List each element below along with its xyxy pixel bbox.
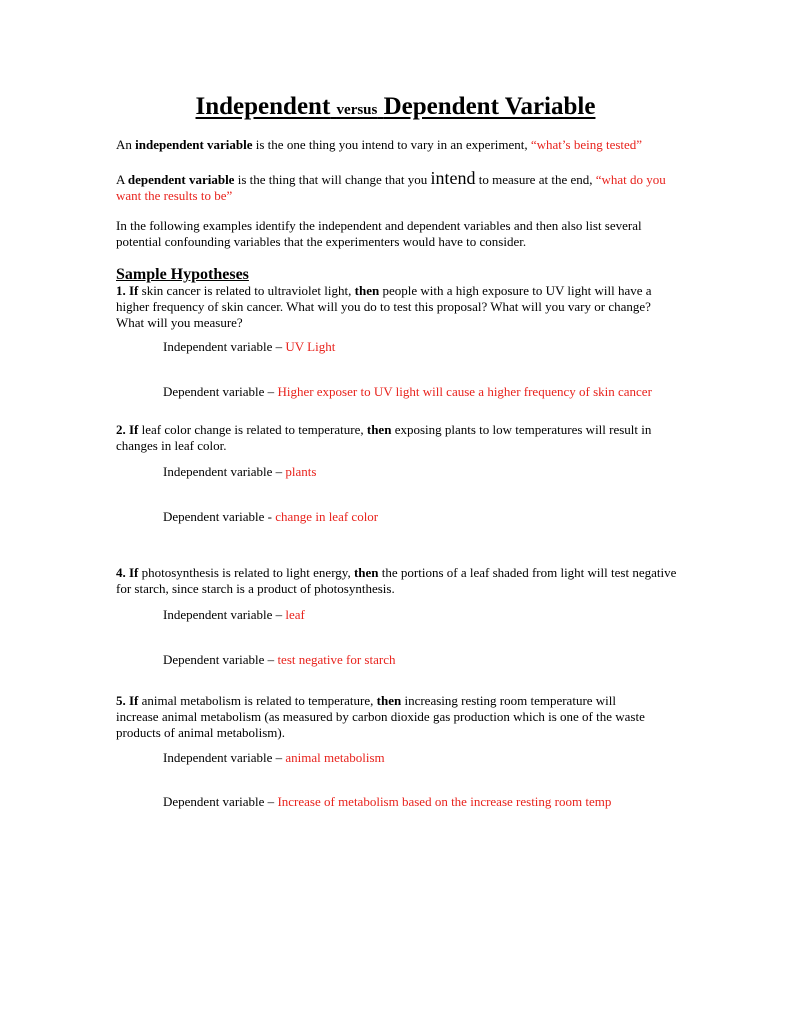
dependent-answer: change in leaf color: [275, 509, 379, 524]
hypothesis-text: skin cancer is related to ultraviolet light,: [138, 283, 355, 298]
dependent-answer: Increase of metabolism based on the increase resting room temp: [277, 794, 612, 809]
hypothesis-1-independent: [163, 339, 723, 355]
hypothesis-then: then: [376, 693, 402, 708]
dependent-definition-post: to measure at the end,: [475, 172, 596, 187]
hypothesis-then: then: [353, 565, 379, 580]
hypothesis-5-independent: [163, 750, 723, 766]
hypothesis-text: exposing plants to low temperatures will result in changes in leaf color.: [116, 422, 652, 453]
dependent-label: Dependent variable –: [163, 652, 278, 667]
independent-variable-term: independent variable: [135, 137, 253, 152]
dependent-definition-pre: A: [116, 172, 128, 187]
independent-label: Independent variable –: [163, 750, 286, 765]
hypothesis-4-independent: [163, 607, 723, 623]
independent-definition-text: is the one thing you intend to vary in an experiment,: [252, 137, 531, 152]
independent-label: Independent variable –: [163, 464, 286, 479]
independent-answer: animal metabolism: [285, 750, 385, 765]
hypothesis-2-independent: [163, 464, 723, 480]
hypothesis-if: If: [129, 422, 139, 437]
dependent-variable-term: dependent variable: [127, 172, 235, 187]
hypothesis-then: then: [366, 422, 392, 437]
independent-definition-quote: “what’s being tested”: [530, 137, 643, 152]
hypothesis-text: the portions of a leaf shaded from light will test negative for starch, since starch is a product of photosynthesis.: [116, 565, 677, 596]
dependent-definition-quote: “what do you want the results to be”: [116, 172, 666, 203]
title-part-versus: versus: [336, 102, 378, 118]
page-title: [0, 92, 791, 125]
hypothesis-number: 4.: [116, 565, 126, 580]
hypothesis-text: animal metabolism is related to temperature,: [138, 693, 377, 708]
hypothesis-2-dependent: [163, 509, 723, 525]
section-heading: Sample Hypotheses: [116, 266, 249, 283]
intend-word: intend: [430, 168, 476, 188]
hypothesis-then: then: [354, 283, 380, 298]
hypothesis-text: people with a high exposure to UV light will have a higher frequency of skin cancer. What will you do to test this proposal? What will you vary or change? What will you measure?: [116, 283, 652, 330]
title-part-independent: Independent: [195, 93, 331, 120]
hypothesis-number: 1.: [116, 283, 126, 298]
independent-label: Independent variable –: [163, 607, 286, 622]
hypothesis-1: [116, 283, 676, 331]
independent-answer: UV Light: [285, 339, 336, 354]
hypothesis-number: 2.: [116, 422, 126, 437]
hypothesis-text: photosynthesis is related to light energy,: [138, 565, 354, 580]
dependent-definition: [116, 170, 676, 204]
hypothesis-5-dependent: [163, 794, 723, 810]
hypothesis-1-dependent: [163, 384, 723, 400]
hypothesis-if: If: [129, 565, 139, 580]
hypothesis-5: [116, 693, 661, 741]
hypothesis-4-dependent: [163, 652, 723, 668]
dependent-label: Dependent variable –: [163, 384, 278, 399]
independent-answer: plants: [285, 464, 317, 479]
dependent-answer: test negative for starch: [277, 652, 396, 667]
hypothesis-number: 5.: [116, 693, 126, 708]
dependent-definition-text: is the thing that will change that you: [234, 172, 431, 187]
hypothesis-if: If: [129, 283, 139, 298]
dependent-label: Dependent variable –: [163, 794, 278, 809]
hypothesis-2: [116, 422, 661, 454]
independent-answer: leaf: [285, 607, 305, 622]
hypothesis-text: increasing resting room temperature will increase animal metabolism (as measured by carbon dioxide gas production which is one of the waste products of animal metabolism).: [116, 693, 645, 740]
hypothesis-4: [116, 565, 681, 597]
dependent-answer: Higher exposer to UV light will cause a higher frequency of skin cancer: [277, 384, 652, 399]
title-part-dependent: Dependent Variable: [383, 93, 596, 120]
instructions-paragraph: In the following examples identify the independent and dependent variables and then also list several potential confounding variables that the experimenters would have to consider.: [116, 218, 642, 249]
dependent-label: Dependent variable -: [163, 509, 276, 524]
independent-definition: [116, 137, 686, 153]
independent-label: Independent variable –: [163, 339, 286, 354]
independent-definition-pre: An: [116, 137, 136, 152]
hypothesis-text: leaf color change is related to temperature,: [138, 422, 367, 437]
hypothesis-if: If: [129, 693, 139, 708]
